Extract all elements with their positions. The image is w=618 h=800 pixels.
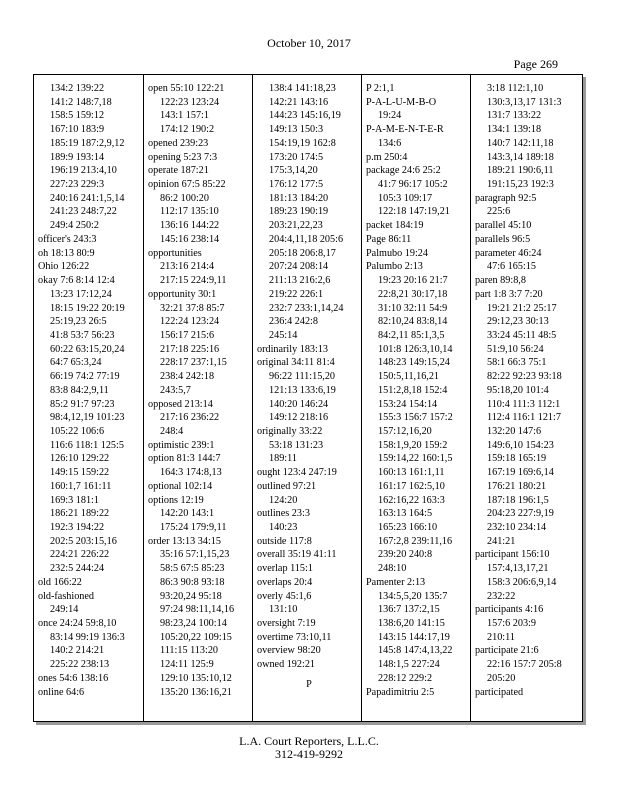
index-subline: 203:21,22,23 bbox=[269, 220, 323, 232]
index-entry: opened 239:23 bbox=[148, 137, 209, 149]
index-entry: originally 33:22 bbox=[257, 425, 323, 437]
index-subline: 33:24 45:11 48:5 bbox=[487, 329, 557, 341]
index-entry: overlap 115:1 bbox=[257, 563, 313, 575]
index-entry: p.m 250:4 bbox=[366, 151, 408, 163]
index-entry: operate 187:21 bbox=[148, 165, 209, 177]
index-subline: 111:15 113:20 bbox=[160, 645, 219, 657]
index-subline: 135:20 136:16,21 bbox=[160, 686, 232, 698]
index-subline: 149:15 159:22 bbox=[50, 467, 110, 479]
index-subline: 112:17 135:10 bbox=[160, 206, 219, 218]
index-subline: 53:18 131:23 bbox=[269, 439, 324, 451]
index-subline: 192:3 194:22 bbox=[50, 522, 105, 533]
index-subline: 181:13 184:20 bbox=[269, 192, 329, 204]
index-entry: opening 5:23 7:3 bbox=[148, 151, 218, 163]
index-subline: 19:21 21:2 25:17 bbox=[487, 302, 557, 314]
index-subline: 157:4,13,17,21 bbox=[487, 563, 549, 575]
index-subline: 131:7 133:22 bbox=[487, 110, 542, 122]
index-entry: packet 184:19 bbox=[366, 220, 424, 232]
index-subline: 145:16 238:14 bbox=[160, 233, 220, 245]
index-subline: 121:13 133:6,19 bbox=[269, 384, 336, 396]
index-entry: overlaps 20:4 bbox=[257, 576, 313, 588]
index-subline: 156:17 215:6 bbox=[160, 329, 215, 341]
index-subline: 196:19 213:4,10 bbox=[50, 165, 117, 177]
index-subline: 3:18 112:1,10 bbox=[487, 83, 544, 94]
index-subline: 22:16 157:7 205:8 bbox=[487, 659, 562, 671]
index-subline: 41:7 96:17 105:2 bbox=[378, 179, 448, 191]
index-subline: 129:10 135:10,12 bbox=[160, 672, 232, 684]
index-entry: officer's 243:3 bbox=[38, 233, 97, 245]
index-subline: 228:17 237:1,15 bbox=[160, 357, 227, 369]
index-subline: 66:19 74:2 77:19 bbox=[50, 371, 120, 383]
index-entry: participant 156:10 bbox=[475, 549, 550, 561]
index-subline: 149:13 150:3 bbox=[269, 124, 324, 136]
index-subline: 35:16 57:1,15,23 bbox=[160, 549, 230, 561]
index-subline: 165:23 166:10 bbox=[378, 522, 438, 533]
index-entry: Pamenter 2:13 bbox=[366, 576, 426, 588]
index-subline: 51:9,10 56:24 bbox=[487, 343, 544, 355]
index-subline: 248:4 bbox=[160, 425, 184, 437]
index-subline: 158:1,9,20 159:2 bbox=[378, 439, 448, 451]
index-subline: 22:8,21 30:17,18 bbox=[378, 288, 448, 300]
index-entry: P-A-L-U-M-B-O bbox=[366, 96, 437, 108]
index-entry: option 81:3 144:7 bbox=[148, 453, 221, 465]
index-subline: 58:5 67:5 85:23 bbox=[160, 563, 225, 575]
index-entry: parameter 46:24 bbox=[475, 247, 542, 259]
index-column-5 bbox=[470, 75, 582, 721]
index-subline: 130:3,13,17 131:3 bbox=[487, 96, 562, 108]
index-subline: 86:2 100:20 bbox=[160, 192, 209, 204]
index-subline: 245:14 bbox=[269, 329, 298, 341]
index-entry: optional 102:14 bbox=[148, 480, 213, 492]
index-subline: 150:5,11,16,21 bbox=[378, 371, 440, 383]
index-entry: ordinarily 183:13 bbox=[257, 343, 329, 355]
index-table bbox=[33, 74, 583, 722]
index-subline: 232:22 bbox=[487, 590, 516, 602]
index-subline: 189:23 190:19 bbox=[269, 206, 329, 218]
index-subline: 86:3 90:8 93:18 bbox=[160, 576, 225, 588]
index-subline: 241:21 bbox=[487, 535, 516, 547]
footer-company: L.A. Court Reporters, L.L.C. bbox=[239, 734, 379, 748]
index-subline: 157:12,16,20 bbox=[378, 425, 432, 437]
index-entry: old 166:22 bbox=[38, 576, 82, 588]
index-entry: overtime 73:10,11 bbox=[257, 631, 332, 643]
index-subline: 31:10 32:11 54:9 bbox=[378, 302, 448, 314]
index-subline: 154:19,19 162:8 bbox=[269, 137, 336, 149]
index-subline: 143:3,14 189:18 bbox=[487, 151, 554, 163]
index-subline: 159:14,22 160:1,5 bbox=[378, 453, 453, 465]
index-subline: 18:15 19:22 20:19 bbox=[50, 302, 125, 314]
index-subline: 140:23 bbox=[269, 522, 298, 533]
index-entry: optimistic 239:1 bbox=[148, 439, 215, 451]
index-subline: 232:10 234:14 bbox=[487, 522, 547, 533]
index-subline: 248:10 bbox=[378, 563, 407, 575]
index-subline: 134:2 139:22 bbox=[50, 83, 105, 94]
index-subline: 217:18 225:16 bbox=[160, 343, 220, 355]
index-subline: 157:6 203:9 bbox=[487, 618, 536, 630]
index-column-1 bbox=[34, 75, 143, 721]
index-subline: 239:20 240:8 bbox=[378, 549, 433, 561]
index-entry: outlines 23:3 bbox=[257, 508, 310, 520]
index-subline: 134:1 139:18 bbox=[487, 124, 542, 136]
index-subline: 232:7 233:1,14,24 bbox=[269, 302, 344, 314]
index-subline: 167:2,8 239:11,16 bbox=[378, 535, 453, 547]
index-subline: 160:1,7 161:11 bbox=[50, 480, 112, 492]
index-subline: 149:12 218:16 bbox=[269, 412, 329, 424]
index-subline: 149:6,10 154:23 bbox=[487, 439, 554, 451]
index-subline: 116:6 118:1 125:5 bbox=[50, 439, 124, 451]
index-subline: 175:3,14,20 bbox=[269, 165, 318, 177]
index-subline: 202:5 203:15,16 bbox=[50, 535, 117, 547]
index-subline: 143:1 157:1 bbox=[160, 110, 209, 122]
index-subline: 153:24 154:14 bbox=[378, 398, 438, 410]
index-entry: online 64:6 bbox=[38, 686, 85, 698]
footer-phone: 312-419-9292 bbox=[275, 747, 343, 761]
index-entry: paren 89:8,8 bbox=[475, 275, 526, 287]
index-subline: 83:14 99:19 136:3 bbox=[50, 631, 125, 643]
index-subline: 243:5,7 bbox=[160, 384, 191, 396]
index-subline: 98:23,24 100:14 bbox=[160, 618, 227, 630]
index-entry: part 1:8 3:7 7:20 bbox=[475, 288, 543, 300]
index-subline: 41:8 53:7 56:23 bbox=[50, 329, 115, 341]
index-entry: opportunity 30:1 bbox=[148, 288, 217, 300]
index-subline: 148:23 149:15,24 bbox=[378, 357, 450, 369]
index-subline: 173:20 174:5 bbox=[269, 151, 324, 163]
index-subline: 175:24 179:9,11 bbox=[160, 522, 227, 533]
index-subline: 185:19 187:2,9,12 bbox=[50, 137, 125, 149]
index-subline: 162:16,22 163:3 bbox=[378, 494, 445, 506]
index-subline: 158:5 159:12 bbox=[50, 110, 105, 122]
index-subline: 131:10 bbox=[269, 604, 298, 616]
index-subline: 60:22 63:15,20,24 bbox=[50, 343, 125, 355]
index-subline: 82:10,24 83:8,14 bbox=[378, 316, 448, 328]
index-subline: 142:20 143:1 bbox=[160, 508, 215, 520]
index-entry: old-fashioned bbox=[38, 590, 95, 602]
index-subline: 140:2 214:21 bbox=[50, 645, 105, 657]
index-subline: 134:6 bbox=[378, 137, 402, 149]
index-entry: paragraph 92:5 bbox=[475, 192, 537, 204]
index-subline: 144:23 145:16,19 bbox=[269, 110, 341, 122]
index-subline: 189:11 bbox=[269, 453, 297, 465]
index-subline: 163:13 164:5 bbox=[378, 508, 433, 520]
index-entry: P 2:1,1 bbox=[366, 83, 395, 94]
index-subline: 219:22 226:1 bbox=[269, 288, 324, 300]
index-subline: 189:21 190:6,11 bbox=[487, 165, 554, 177]
index-subline: 155:3 156:7 157:2 bbox=[378, 412, 453, 424]
section-letter: P bbox=[306, 678, 312, 690]
index-subline: 217:15 224:9,11 bbox=[160, 275, 227, 287]
index-subline: 25:19,23 26:5 bbox=[50, 316, 107, 328]
index-subline: 205:18 206:8,17 bbox=[269, 247, 336, 259]
index-subline: 124:11 125:9 bbox=[160, 659, 214, 671]
index-entry: original 34:11 81:4 bbox=[257, 357, 335, 369]
index-subline: 105:3 109:17 bbox=[378, 192, 433, 204]
header-date: October 10, 2017 bbox=[267, 36, 351, 50]
index-subline: 110:4 111:3 112:1 bbox=[487, 398, 561, 410]
index-subline: 101:8 126:3,10,14 bbox=[378, 343, 453, 355]
index-subline: 189:9 193:14 bbox=[50, 151, 105, 163]
index-subline: 32:21 37:8 85:7 bbox=[160, 302, 225, 314]
index-subline: 124:20 bbox=[269, 494, 298, 506]
index-subline: 225:6 bbox=[487, 206, 511, 218]
index-subline: 176:12 177:5 bbox=[269, 179, 324, 191]
index-entry: open 55:10 122:21 bbox=[148, 83, 225, 94]
index-subline: 142:21 143:16 bbox=[269, 96, 329, 108]
index-subline: 186:21 189:22 bbox=[50, 508, 110, 520]
index-column-4 bbox=[361, 75, 470, 721]
index-subline: 112:4 116:1 121:7 bbox=[487, 412, 561, 424]
index-subline: 145:8 147:4,13,22 bbox=[378, 645, 453, 657]
index-entry: outlined 97:21 bbox=[257, 480, 317, 492]
index-entry: opposed 213:14 bbox=[148, 398, 213, 410]
index-subline: 97:24 98:11,14,16 bbox=[160, 604, 235, 616]
index-subline: 241:23 248:7,22 bbox=[50, 206, 117, 218]
index-subline: 98:4,12,19 101:23 bbox=[50, 412, 125, 424]
index-subline: 249:4 250:2 bbox=[50, 220, 99, 232]
index-subline: 93:20,24 95:18 bbox=[160, 590, 222, 602]
index-entry: overall 35:19 41:11 bbox=[257, 549, 337, 561]
index-subline: 122:24 123:24 bbox=[160, 316, 220, 328]
index-subline: 47:6 165:15 bbox=[487, 261, 536, 273]
index-entry: participants 4:16 bbox=[475, 604, 544, 616]
index-entry: parallels 96:5 bbox=[475, 233, 531, 245]
index-subline: 96:22 111:15,20 bbox=[269, 371, 336, 383]
index-entry: Ohio 126:22 bbox=[38, 261, 90, 273]
index-subline: 19:24 bbox=[378, 110, 402, 122]
index-subline: 19:23 20:16 21:7 bbox=[378, 275, 448, 287]
index-subline: 232:5 244:24 bbox=[50, 563, 105, 575]
index-subline: 207:24 208:14 bbox=[269, 261, 329, 273]
index-subline: 126:10 129:22 bbox=[50, 453, 110, 465]
index-subline: 167:19 169:6,14 bbox=[487, 467, 554, 479]
index-subline: 160:13 161:1,11 bbox=[378, 467, 445, 479]
index-subline: 205:20 bbox=[487, 672, 516, 684]
index-subline: 105:20,22 109:15 bbox=[160, 631, 232, 643]
index-subline: 167:10 183:9 bbox=[50, 124, 105, 136]
index-subline: 82:22 92:23 93:18 bbox=[487, 371, 562, 383]
index-subline: 95:18,20 101:4 bbox=[487, 384, 549, 396]
index-subline: 84:2,11 85:1,3,5 bbox=[378, 329, 445, 341]
index-entry: oversight 7:19 bbox=[257, 618, 316, 630]
index-subline: 159:18 165:19 bbox=[487, 453, 547, 465]
index-subline: 148:1,5 227:24 bbox=[378, 659, 440, 671]
index-subline: 64:7 65:3,24 bbox=[50, 357, 102, 369]
index-column-2 bbox=[143, 75, 252, 721]
index-subline: 204:23 227:9,19 bbox=[487, 508, 554, 520]
index-subline: 169:3 181:1 bbox=[50, 494, 99, 506]
index-subline: 238:4 242:18 bbox=[160, 371, 215, 383]
index-subline: 174:12 190:2 bbox=[160, 124, 215, 136]
index-subline: 83:8 84:2,9,11 bbox=[50, 384, 109, 396]
index-entry: parallel 45:10 bbox=[475, 220, 532, 232]
index-entry: package 24:6 25:2 bbox=[366, 165, 441, 177]
index-entry: Papadimitriu 2:5 bbox=[366, 686, 435, 698]
index-subline: 136:7 137:2,15 bbox=[378, 604, 440, 616]
index-subline: 240:16 241:1,5,14 bbox=[50, 192, 125, 204]
index-subline: 224:21 226:22 bbox=[50, 549, 110, 561]
index-subline: 140:7 142:11,18 bbox=[487, 137, 554, 149]
index-subline: 227:23 229:3 bbox=[50, 179, 105, 191]
index-subline: 132:20 147:6 bbox=[487, 425, 542, 437]
index-subline: 138:4 141:18,23 bbox=[269, 83, 336, 94]
index-subline: 161:17 162:5,10 bbox=[378, 480, 445, 492]
index-entry: outside 117:8 bbox=[257, 535, 312, 547]
index-subline: 191:15,23 192:3 bbox=[487, 179, 554, 191]
index-entry: owned 192:21 bbox=[257, 659, 316, 671]
index-column-3 bbox=[252, 75, 361, 721]
index-entry: oh 18:13 80:9 bbox=[38, 247, 95, 259]
index-subline: 204:4,11,18 205:6 bbox=[269, 233, 344, 245]
index-subline: 141:2 148:7,18 bbox=[50, 96, 112, 108]
page-number: Page 269 bbox=[513, 57, 558, 71]
index-subline: 249:14 bbox=[50, 604, 79, 616]
index-entry: Palumbo 2:13 bbox=[366, 261, 423, 273]
index-subline: 164:3 174:8,13 bbox=[160, 467, 222, 479]
index-subline: 140:20 146:24 bbox=[269, 398, 329, 410]
index-subline: 138:6,20 141:15 bbox=[378, 618, 445, 630]
index-entry: overly 45:1,6 bbox=[257, 590, 312, 602]
index-entry: opportunities bbox=[148, 247, 202, 259]
index-subline: 187:18 196:1,5 bbox=[487, 494, 549, 506]
index-entry: overview 98:20 bbox=[257, 645, 321, 657]
footer bbox=[0, 735, 618, 761]
index-subline: 122:18 147:19,21 bbox=[378, 206, 450, 218]
index-entry: okay 7:6 8:14 12:4 bbox=[38, 275, 115, 287]
index-subline: 228:12 229:2 bbox=[378, 672, 433, 684]
index-subline: 13:23 17:12,24 bbox=[50, 288, 112, 300]
index-entry: options 12:19 bbox=[148, 494, 204, 506]
index-subline: 105:22 106:6 bbox=[50, 425, 105, 437]
index-subline: 236:4 242:8 bbox=[269, 316, 318, 328]
index-entry: ones 54:6 138:16 bbox=[38, 672, 109, 684]
index-subline: 29:12,23 30:13 bbox=[487, 316, 549, 328]
index-entry: participated bbox=[475, 686, 524, 698]
index-subline: 134:5,5,20 135:7 bbox=[378, 590, 448, 602]
index-subline: 151:2,8,18 152:4 bbox=[378, 384, 448, 396]
index-subline: 225:22 238:13 bbox=[50, 659, 110, 671]
index-subline: 143:15 144:17,19 bbox=[378, 631, 450, 643]
index-entry: Palmubo 19:24 bbox=[366, 247, 428, 259]
index-subline: 158:3 206:6,9,14 bbox=[487, 576, 557, 588]
index-subline: 213:16 214:4 bbox=[160, 261, 215, 273]
index-entry: ought 123:4 247:19 bbox=[257, 467, 337, 479]
index-entry: opinion 67:5 85:22 bbox=[148, 179, 226, 191]
index-entry: participate 21:6 bbox=[475, 645, 539, 657]
index-entry: order 13:13 34:15 bbox=[148, 535, 221, 547]
index-entry: Page 86:11 bbox=[366, 233, 412, 245]
index-entry: once 24:24 59:8,10 bbox=[38, 618, 117, 630]
index-subline: 210:11 bbox=[487, 631, 515, 643]
index-subline: 136:16 144:22 bbox=[160, 220, 220, 232]
index-subline: 122:23 123:24 bbox=[160, 96, 220, 108]
index-subline: 211:13 216:2,6 bbox=[269, 275, 331, 287]
index-entry: P-A-M-E-N-T-E-R bbox=[366, 124, 444, 136]
index-subline: 85:2 91:7 97:23 bbox=[50, 398, 115, 410]
index-subline: 217:16 236:22 bbox=[160, 412, 220, 424]
index-subline: 58:1 66:3 75:1 bbox=[487, 357, 547, 369]
index-subline: 176:21 180:21 bbox=[487, 480, 547, 492]
